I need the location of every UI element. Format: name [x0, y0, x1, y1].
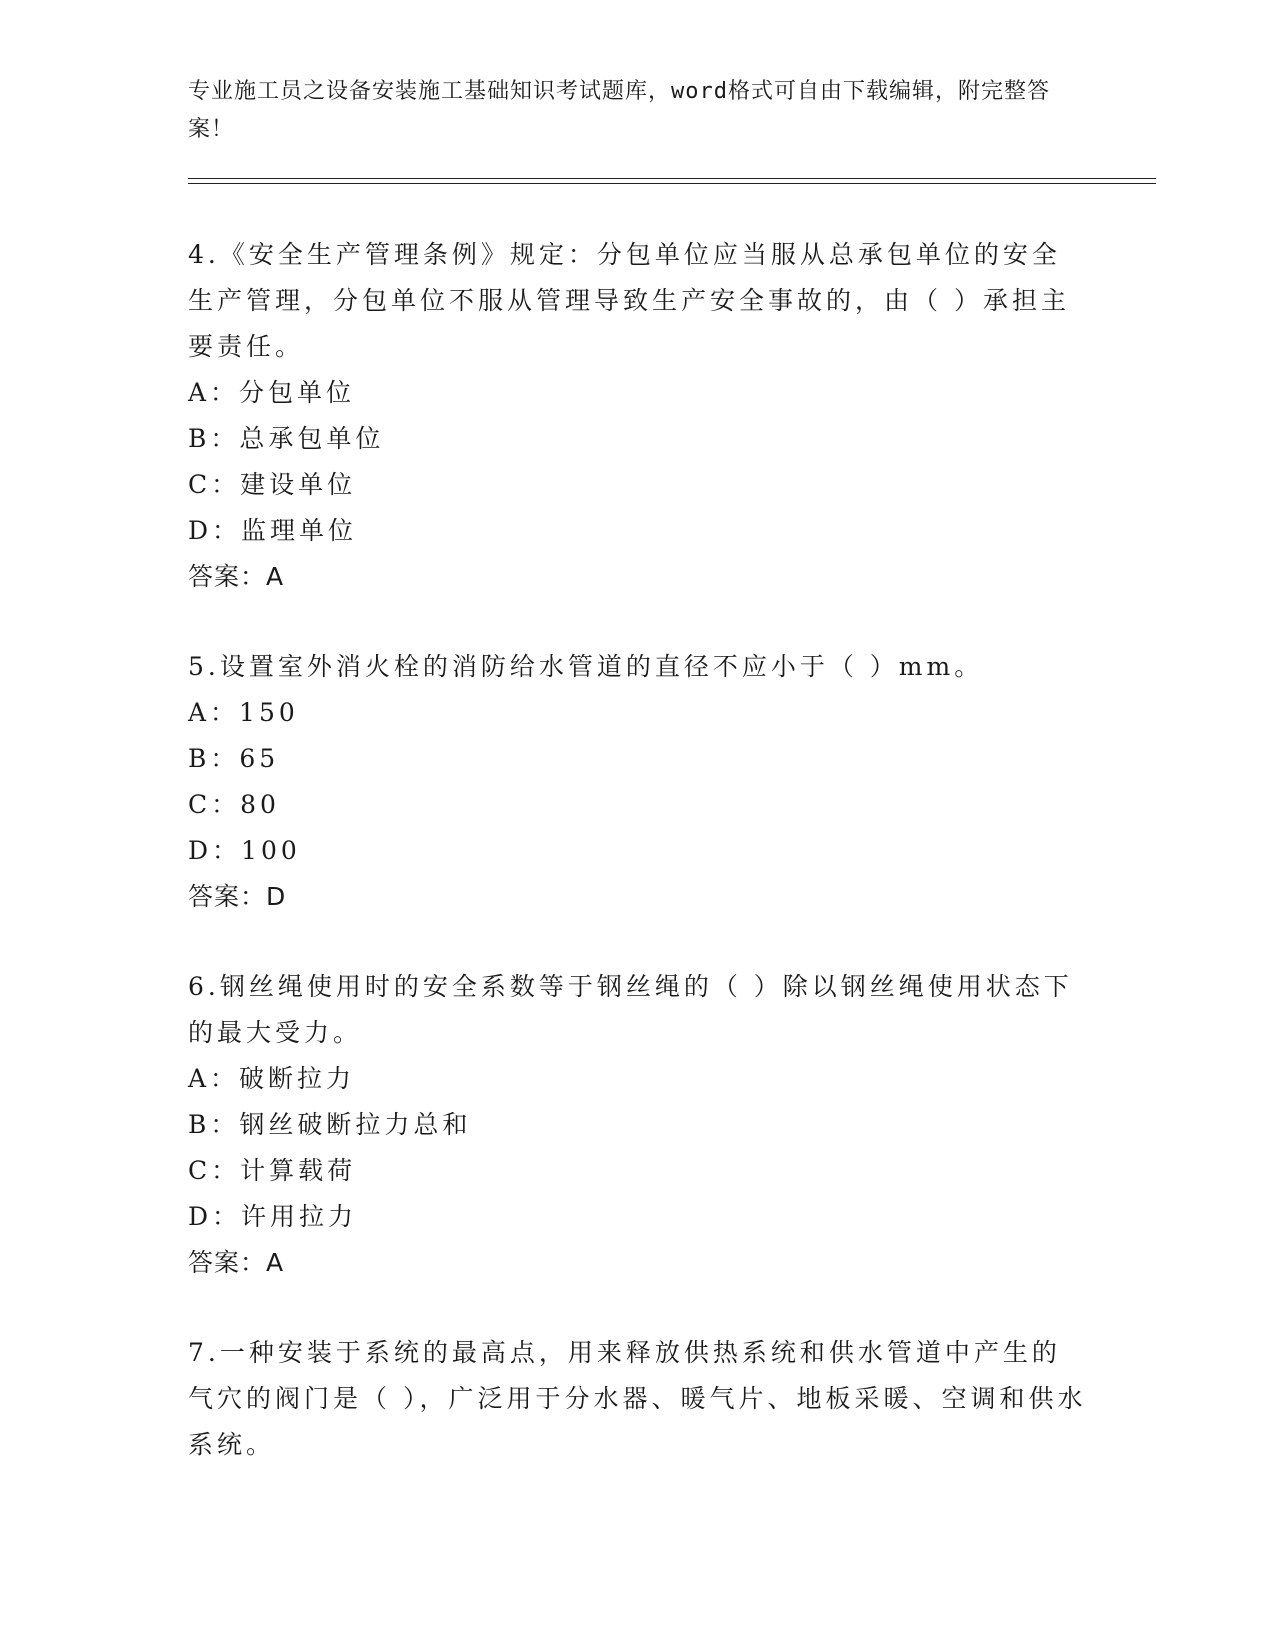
option-c: C：建设单位	[188, 470, 357, 499]
option-b: B：65	[188, 744, 280, 773]
option-d: D：监理单位	[188, 516, 358, 545]
question-7	[188, 1330, 1088, 1468]
header-divider-bottom	[188, 183, 1156, 184]
header-divider-top	[188, 178, 1156, 179]
option-a: A：150	[188, 698, 299, 727]
question-list	[188, 232, 1088, 1512]
option-b: B：钢丝破断拉力总和	[188, 1110, 472, 1139]
answer: 答案：A	[188, 1248, 285, 1277]
answer: 答案：D	[188, 882, 287, 911]
option-c: C：80	[188, 790, 280, 819]
question-stem: 6.钢丝绳使用时的安全系数等于钢丝绳的（ ）除以钢丝绳使用状态下的最大受力。	[188, 972, 1073, 1047]
question-stem: 7.一种安装于系统的最高点，用来释放供热系统和供水管道中产生的气穴的阀门是（ ），广泛用于分水器、暖气片、地板采暖、空调和供水系统。	[188, 1338, 1087, 1459]
question-stem: 5.设置室外消火栓的消防给水管道的直径不应小于（ ）mm。	[188, 652, 984, 681]
option-c: C：计算载荷	[188, 1156, 357, 1185]
option-a: A：分包单位	[188, 378, 356, 407]
option-a: A：破断拉力	[188, 1064, 356, 1093]
option-b: B：总承包单位	[188, 424, 385, 453]
question-4	[188, 232, 1088, 600]
header-text: 专业施工员之设备安装施工基础知识考试题库，word格式可自由下载编辑，附完整答案！	[188, 79, 1050, 142]
question-5	[188, 644, 1088, 920]
question-6	[188, 964, 1088, 1286]
document-header	[188, 73, 1068, 149]
question-stem: 4.《安全生产管理条例》规定：分包单位应当服从总承包单位的安全生产管理，分包单位不服从管理导致生产安全事故的，由（ ）承担主要责任。	[188, 240, 1070, 361]
option-d: D：许用拉力	[188, 1202, 358, 1231]
option-d: D：100	[188, 836, 301, 865]
answer: 答案：A	[188, 562, 285, 591]
